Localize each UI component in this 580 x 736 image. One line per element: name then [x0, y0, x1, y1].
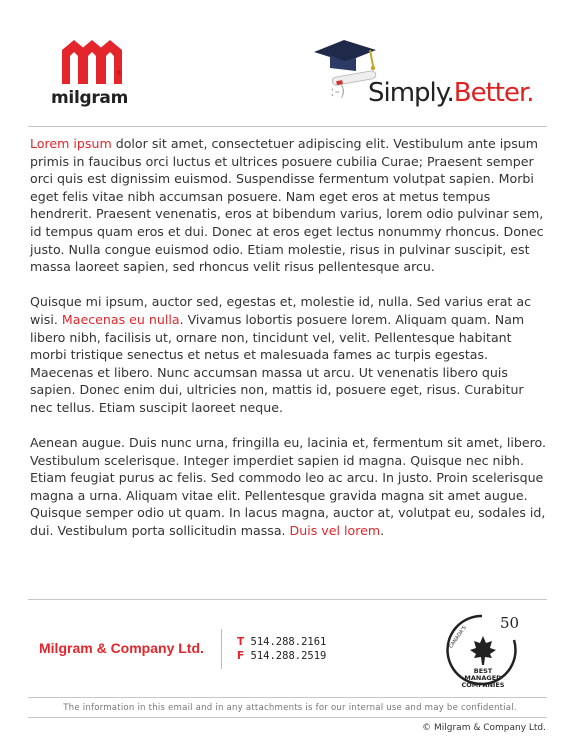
smiley-glyph: :-) — [330, 84, 346, 100]
registered-mark: ® — [116, 70, 122, 77]
paragraph-3 — [30, 434, 546, 540]
paragraph-2-text-b: . Vivamus lobortis posuere lorem. Aliquam quam. Nam libero nibh, facilisis ut, ornare non, tincidunt vel, velit. Pellentesque habitant morbi tristique senectus et netus et malesuada fames ac turpis egestas. Maecenas et libero. Nunc accumsan massa ut arcu. Ut venenatis libero quis sapien. Donec enim dui, ultricies non, mattis id, posuere eget, risus. Curabitur nec tellus. Etiam suscipit laoreet neque. — [30, 311, 525, 415]
copyright-notice: © Milgram & Company Ltd. — [422, 723, 546, 733]
paragraph-1-text: dolor sit amet, consectetuer adipiscing elit. Vestibulum ante ipsum primis in faucibus orci luctus et ultrices posuere cubilia Curae; Praesent semper orci quis est dignissim euismod. Suspendisse fermentum volutpat sapien. Morbi eget felis vitae nibh accumsan posuere. Nam eget eros at metus tempus hendrerit. Praesent venenatis, eros at bibendum varius, lorem odio pulvinar sem, id tempus quam eros et dui. Donec at eros eget lectus nonummy rhoncus. Donec justo. Nulla congue euismod odio. Etiam molestie, risus in pulvinar suscipit, est massa laoreet sapien, sed rhoncus velit risus pellentesque arcu. — [30, 136, 544, 275]
header-divider — [28, 126, 547, 127]
paragraph-2 — [30, 293, 546, 416]
paragraph-2-link[interactable]: Maecenas eu nulla — [61, 311, 180, 327]
fax-label: F — [237, 650, 245, 662]
tagline — [368, 78, 534, 108]
footer-bottom-divider — [28, 697, 547, 698]
badge-line-2: MANAGED — [464, 674, 502, 682]
confidentiality-notice: The information in this email and in any attachments is for our internal use and may be confidential. — [63, 703, 517, 713]
best-managed-badge — [438, 610, 528, 690]
paragraph-1-lead: Lorem ipsum — [30, 136, 112, 151]
phone-number[interactable]: 514.288.2161 — [250, 636, 327, 648]
badge-line-1: BEST — [473, 667, 493, 675]
badge-number: 50 — [500, 614, 520, 632]
paragraph-3-link[interactable]: Duis vel lorem — [289, 523, 381, 539]
badge-line-3: COMPANIES — [461, 681, 505, 689]
footer-vertical-divider — [221, 629, 222, 669]
tagline-better: Better. — [453, 78, 534, 108]
fax-line — [237, 649, 326, 663]
paragraph-2-text-a: Quisque mi ipsum, auctor sed, egestas et, molestie id, nulla. Sed varius erat ac wisi. — [30, 294, 531, 327]
tagline-simply: Simply. — [368, 78, 454, 108]
fax-number: 514.288.2519 — [250, 650, 327, 662]
phone-label: T — [237, 636, 245, 648]
footer-final-divider — [28, 717, 547, 718]
logo-wordmark: milgram — [51, 88, 129, 108]
paragraph-3-text-a: Aenean augue. Duis nunc urna, fringilla eu, lacinia et, fermentum sit amet, libero. Vestibulum scelerisque. Integer imperdiet sapien id magna. Quisque nec nibh. Etiam feugiat purus ac felis. Sed commodo leo ac arcu. In justo. Proin scelerisque magna a urna. Aliquam vitae elit. Pellentesque gravida magna sit amet augue. Quisque semper odio ut quam. In lacus magna, auctor at, volutpat eu, sodales id, dui. Vestibulum porta sollicitudin massa. — [30, 435, 546, 539]
maple-leaf-icon — [470, 636, 496, 665]
phone-line — [237, 635, 326, 649]
email-body — [30, 135, 546, 557]
contact-block — [237, 635, 326, 663]
badge-caption: CANADA'S — [448, 624, 468, 650]
paragraph-3-text-b: . — [380, 523, 385, 539]
footer-top-divider — [28, 599, 547, 600]
paragraph-1 — [30, 135, 546, 276]
company-name: Milgram & Company Ltd. — [39, 640, 204, 656]
